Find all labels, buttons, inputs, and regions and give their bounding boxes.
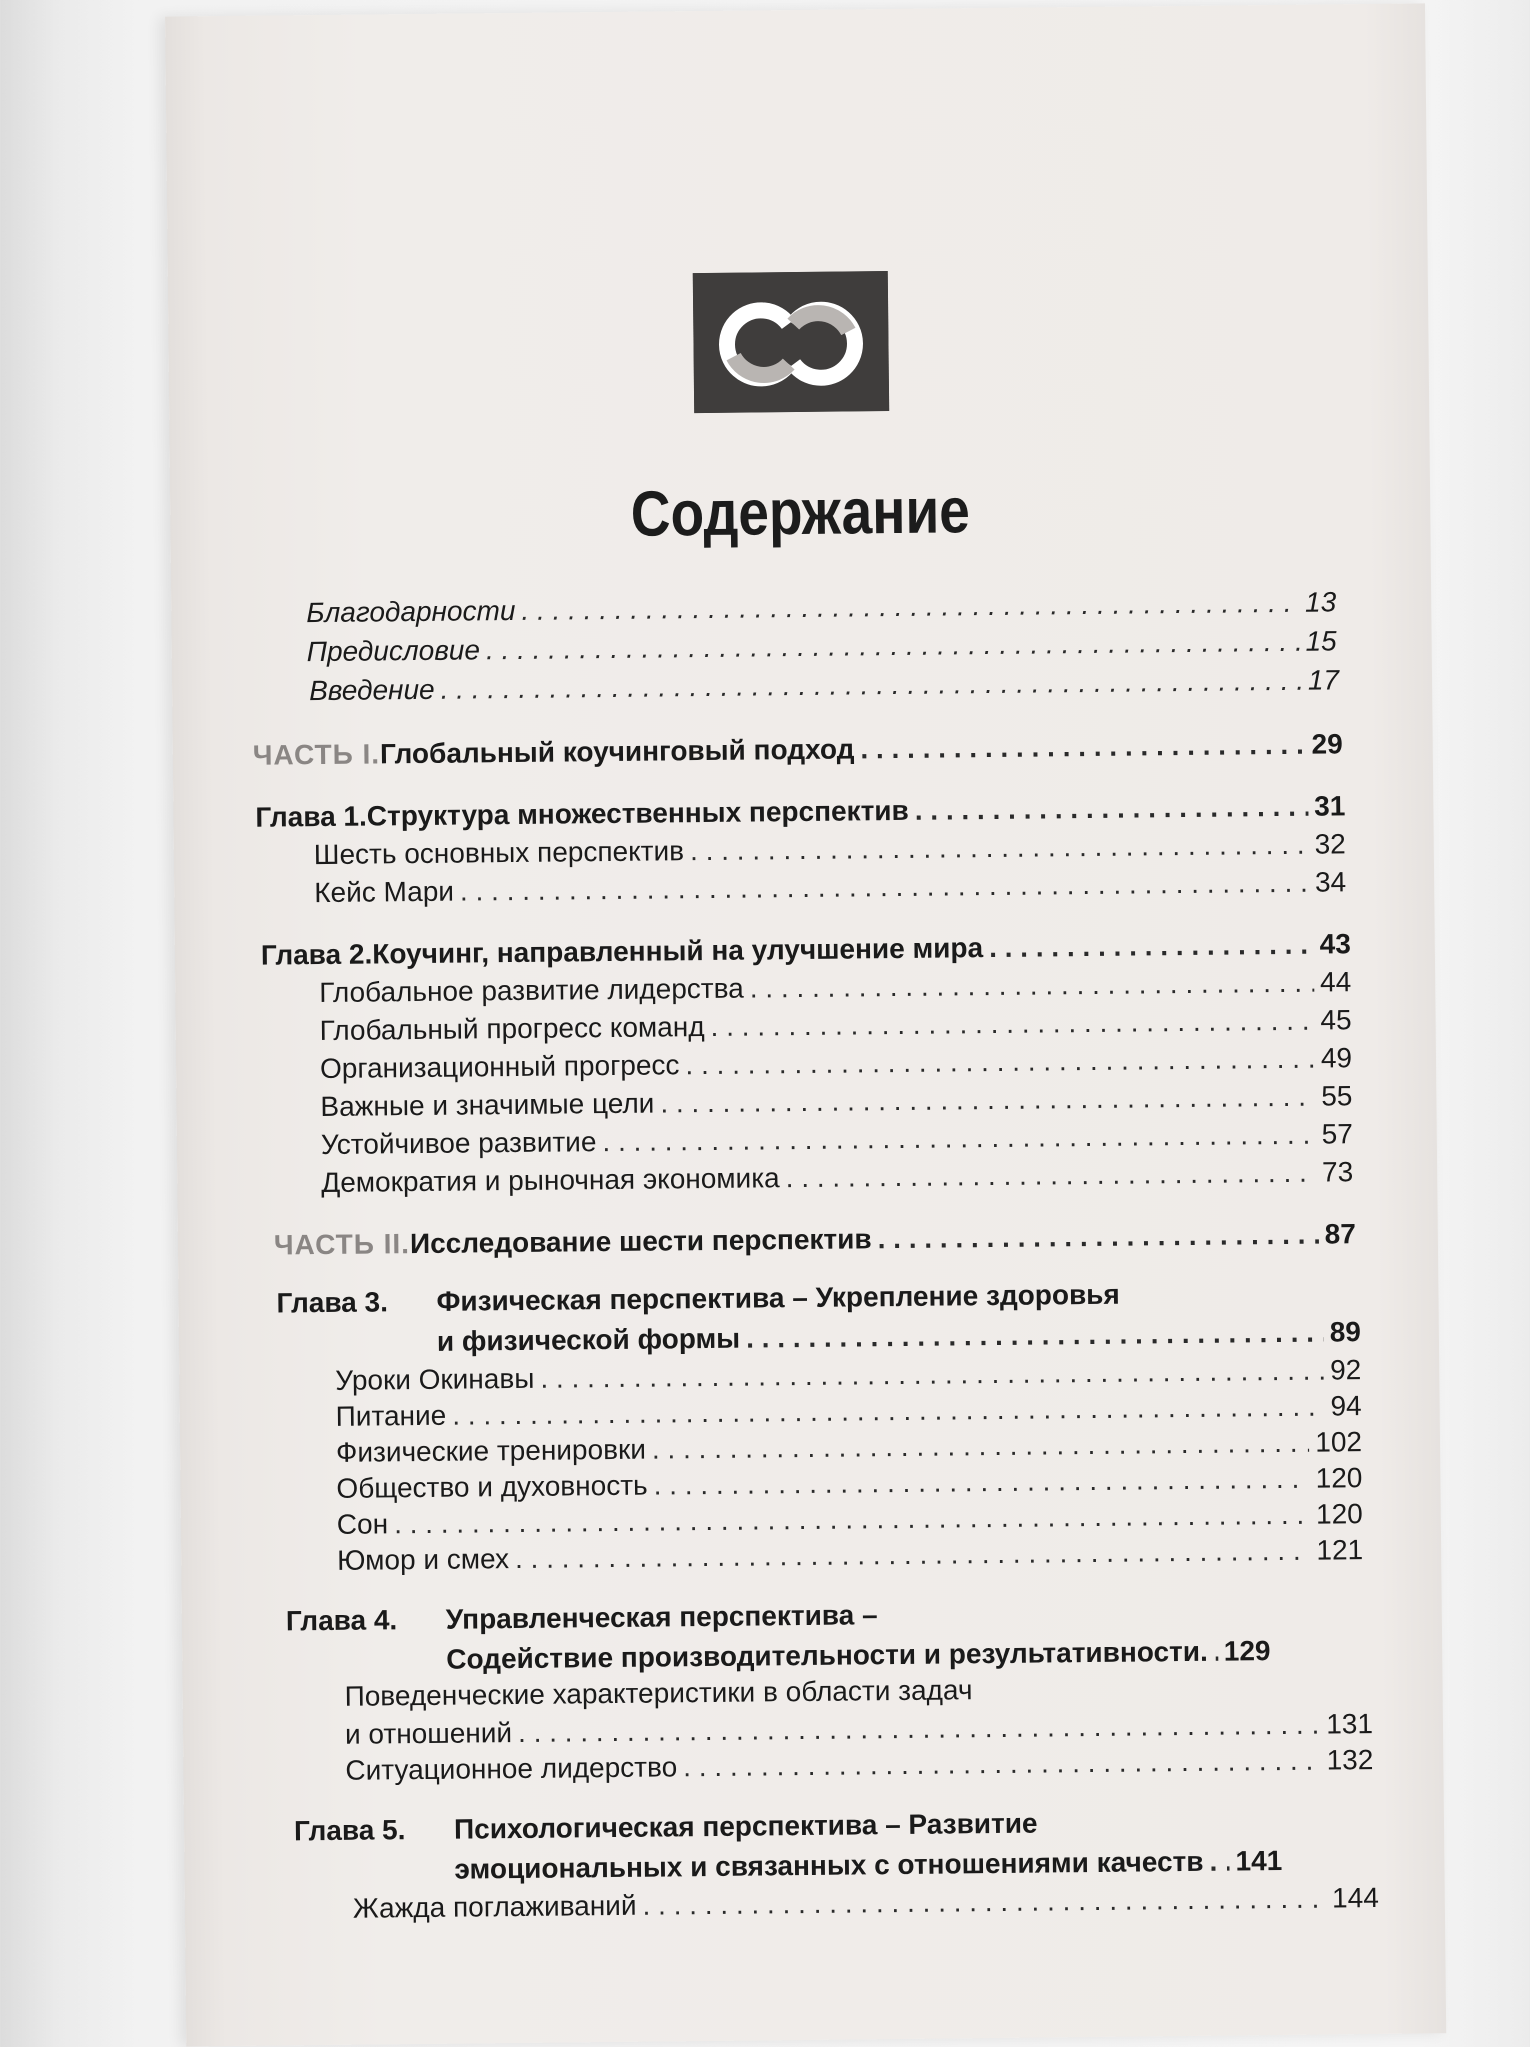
chapter-label: Глава 1.	[255, 800, 367, 833]
chapter-title-line2: эмоциональных и связанных с отношениями качеств	[454, 1845, 1204, 1885]
toc-entry-label-line1: Поведенческие характеристики в области задач	[344, 1674, 973, 1712]
toc-entry-page: 89	[1329, 1316, 1362, 1348]
leader-dots	[746, 1315, 1324, 1357]
chapter-label: Глава 5.	[293, 1814, 406, 1847]
toc-entry-label: Глобальный прогресс команд	[319, 1011, 705, 1047]
toc-entry-page: 87	[1324, 1218, 1357, 1250]
toc-entry-label: Кейс Мари	[314, 875, 455, 909]
page-title: Содержание	[630, 474, 971, 550]
toc-entry-page: 73	[1321, 1156, 1354, 1188]
leader-dots	[785, 1155, 1316, 1197]
chapter-title-line1: Психологическая перспектива – Развитие	[453, 1807, 1038, 1845]
leader-dots	[750, 965, 1315, 1007]
toc-entry-label: Организационный прогресс	[319, 1049, 680, 1085]
part-label: ЧАСТЬ II.	[273, 1228, 411, 1261]
toc-entry-page: 13	[1304, 586, 1337, 618]
toc-entry-label: Ситуационное лидерство	[345, 1751, 678, 1786]
toc-entry-page: 141	[1235, 1845, 1283, 1877]
toc-entry-label: Физические тренировки	[335, 1433, 647, 1468]
leader-dots	[440, 663, 1302, 708]
toc-entry-page: 29	[1311, 728, 1343, 760]
leader-dots	[486, 624, 1300, 669]
leader-dots	[460, 865, 1309, 910]
toc-entry-label: Важные и значимые цели	[320, 1087, 655, 1123]
chapter-label: Глава 2.	[260, 938, 373, 971]
toc-entry-page: 17	[1307, 664, 1340, 696]
leader-dots	[660, 1079, 1315, 1122]
leader-dots	[521, 585, 1299, 629]
leader-dots	[602, 1117, 1316, 1160]
toc-entry-page: 120	[1315, 1462, 1363, 1494]
toc-entry-page: 31	[1314, 790, 1346, 822]
toc-entry-page: 34	[1314, 866, 1347, 898]
toc-entry-page: 32	[1314, 828, 1346, 860]
chapter-title-line2: и физической формы	[436, 1322, 741, 1357]
toc-entry-label: Исследование шести перспектив	[409, 1223, 872, 1260]
toc-entry-label: Благодарности	[306, 594, 516, 629]
toc-chapter-label	[276, 1279, 1120, 1320]
book-page	[165, 3, 1446, 2046]
leader-dots	[642, 1881, 1326, 1924]
chapter-label: Глава 3.	[276, 1286, 389, 1319]
toc-entry-page: 94	[1330, 1390, 1362, 1422]
toc-entry-label: Глобальный коучинговый подход	[379, 733, 855, 770]
toc-entry-label: Сон	[336, 1508, 389, 1540]
leader-dots	[710, 1003, 1314, 1045]
leader-dots	[683, 1743, 1321, 1786]
toc-entry-page: 15	[1305, 625, 1337, 657]
toc-entry-label: Устойчивое развитие	[320, 1126, 597, 1161]
toc-entry-label: Структура множественных перспектив	[366, 794, 909, 832]
toc-entry-page: 43	[1319, 928, 1351, 960]
toc-entry-page: 132	[1326, 1744, 1374, 1776]
leader-dots	[877, 1217, 1318, 1258]
toc-entry-page: 92	[1329, 1354, 1362, 1386]
toc-chapter-label	[286, 1599, 878, 1637]
toc-entry-label: и отношений	[344, 1717, 513, 1750]
toc-entry-page: 55	[1321, 1080, 1353, 1112]
toc-entry-label: Жажда поглаживаний	[352, 1889, 637, 1924]
publisher-logo-icon	[693, 271, 889, 413]
leader-dots	[989, 927, 1314, 966]
part-label: ЧАСТЬ I.	[252, 738, 381, 771]
leader-dots	[860, 727, 1306, 768]
toc-entry-page: 120	[1315, 1498, 1363, 1530]
toc-entry[interactable]	[309, 662, 1339, 709]
chapter-title-line2: Содействие производительности и результативности.	[446, 1635, 1208, 1675]
chapter-title-line1: Управленческая перспектива –	[445, 1599, 878, 1635]
toc-entry-label: Глобальное развитие лидерства	[319, 972, 744, 1009]
toc-entry-page: 144	[1331, 1881, 1379, 1914]
toc-entry-page: 44	[1319, 966, 1352, 998]
leader-dots	[1209, 1844, 1229, 1880]
toc-entry-page: 102	[1315, 1426, 1363, 1458]
toc-entry-label: Питание	[335, 1399, 447, 1432]
toc-entry-page: 45	[1320, 1004, 1352, 1036]
toc-entry-page: 129	[1223, 1635, 1271, 1667]
toc-part-entry[interactable]	[274, 1216, 1356, 1263]
leader-dots	[915, 789, 1309, 829]
leader-dots	[515, 1533, 1311, 1577]
table-of-contents	[211, 576, 1391, 1924]
toc-entry-label: Коучинг, направленный на улучшение мира	[372, 932, 984, 970]
toc-entry-label: Уроки Окинавы	[335, 1362, 535, 1396]
leader-dots	[690, 827, 1309, 869]
toc-entry-page: 57	[1321, 1118, 1353, 1150]
chapter-label: Глава 4.	[285, 1604, 398, 1637]
toc-chapter-label	[294, 1808, 1038, 1848]
toc-entry-page: 121	[1316, 1534, 1364, 1566]
toc-entry-label: Шесть основных перспектив	[313, 835, 685, 871]
toc-part-entry[interactable]	[253, 726, 1343, 773]
toc-entry-label: Юмор и смех	[337, 1543, 510, 1576]
leader-dots	[1214, 1634, 1218, 1670]
toc-entry-page: 131	[1326, 1708, 1374, 1740]
linked-loops-logo-icon	[693, 271, 889, 413]
leader-dots	[685, 1041, 1315, 1084]
chapter-title-line1: Физическая перспектива – Укрепление здоровья	[436, 1278, 1120, 1317]
toc-chapter-entry[interactable]	[446, 1632, 1372, 1678]
toc-entry-page: 49	[1320, 1042, 1353, 1074]
toc-entry-label: Общество и духовность	[336, 1469, 648, 1504]
toc-entry-label: Введение	[308, 673, 435, 707]
toc-entry-label: Предисловие	[306, 634, 481, 668]
toc-entry-label: Демократия и рыночная экономика	[321, 1162, 780, 1199]
